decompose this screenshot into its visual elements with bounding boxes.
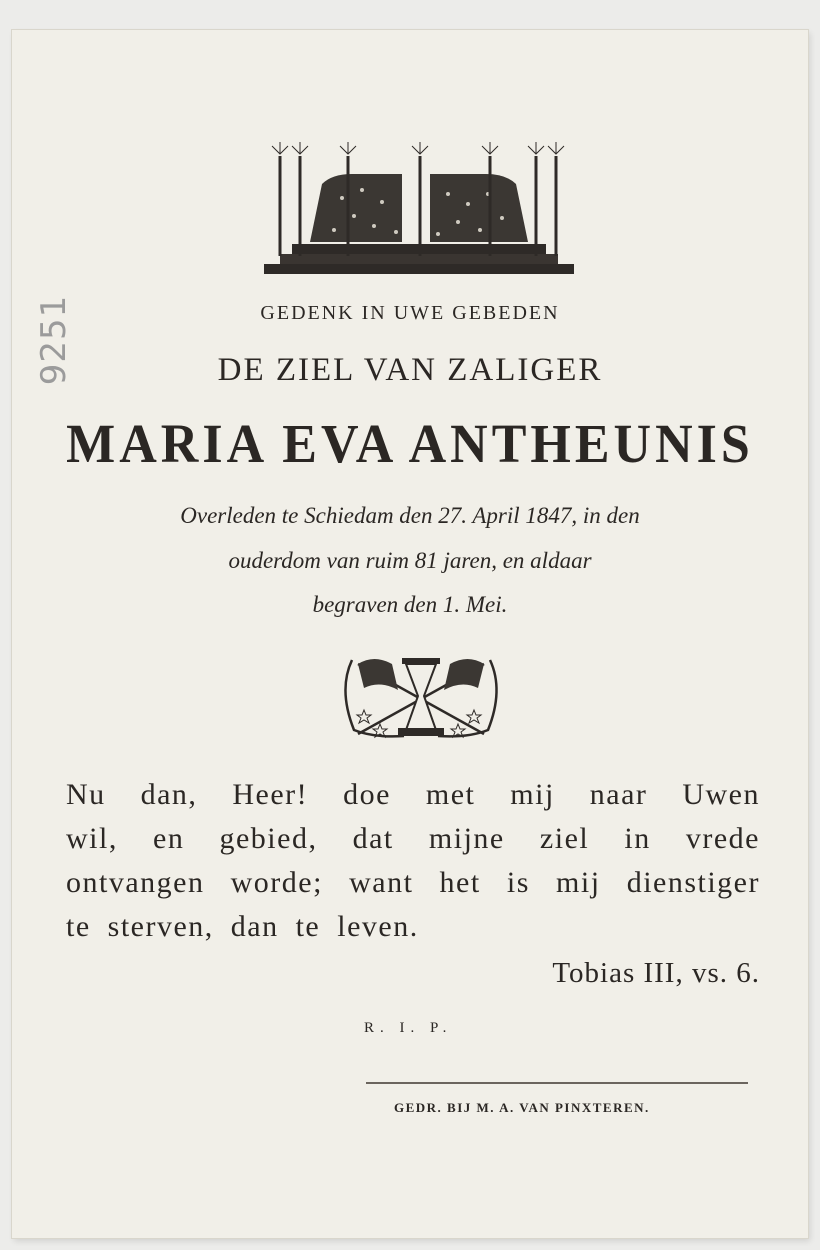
quote-line-1: Nu dan, Heer! doe met mij naar Uwen: [66, 778, 760, 811]
death-details-line-2: ouderdom van ruim 81 jaren, en aldaar: [228, 548, 592, 573]
crossed-flags-hourglass-emblem-icon: [334, 650, 508, 742]
quote-line-4: te sterven, dan te leven.: [66, 910, 419, 943]
quote-line-2: wil, en gebied, dat mijne ziel in vrede: [66, 822, 760, 855]
coffin-with-candles-icon: [262, 138, 576, 280]
quote-source: Tobias III, vs. 6.: [552, 957, 760, 989]
divider: [366, 1082, 748, 1084]
printer-credit: GEDR. BIJ M. A. VAN PINXTEREN.: [394, 1100, 650, 1115]
prayer-heading: GEDENK IN UWE GEBEDEN: [260, 302, 560, 324]
death-details-line-3: begraven den 1. Mei.: [312, 592, 508, 617]
deceased-name: MARIA EVA ANTHEUNIS: [66, 414, 754, 475]
soul-heading: DE ZIEL VAN ZALIGER: [217, 352, 603, 388]
quote-line-3: ontvangen worde; want het is mij dienstiger: [66, 866, 760, 899]
rip-text: R. I. P.: [364, 1020, 453, 1036]
handwritten-number: 9251: [34, 294, 74, 386]
death-details-line-1: Overleden te Schiedam den 27. April 1847, in den: [180, 503, 640, 528]
